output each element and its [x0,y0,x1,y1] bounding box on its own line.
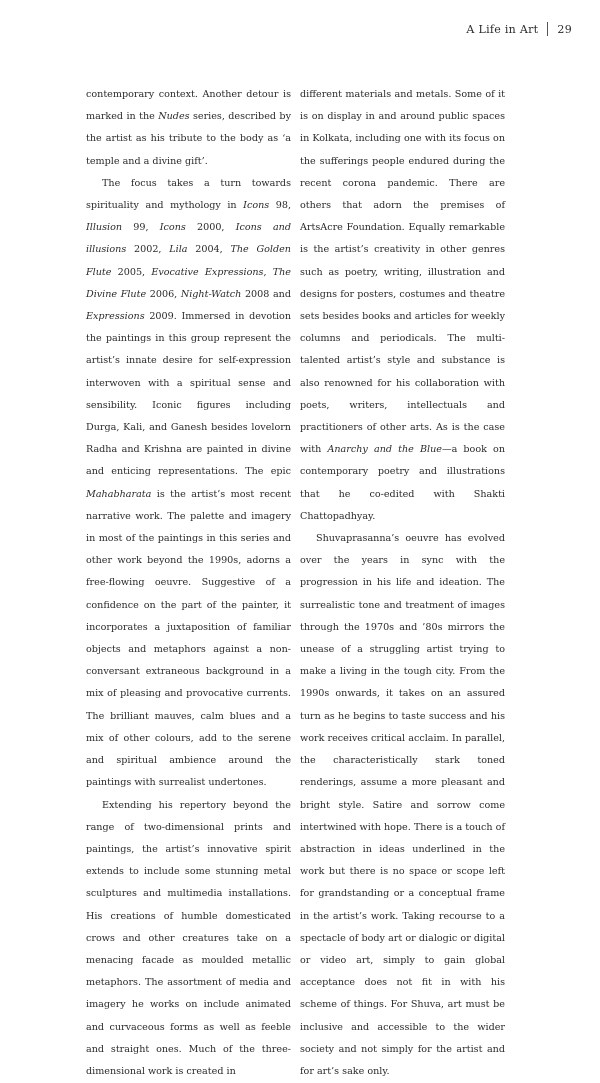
italic-title: Night-Watch [181,289,242,300]
text-run: Shuvaprasanna’s oeuvre has evolved over the years in sync with the progression in his life and ideation. The surrealistic tone and treatment of images through the 1970s and ’80s mirrors the unease of a struggling artist trying to make a living in the tough city. From the 1990s onwards, it takes on an assured turn as he begins to taste success and his work receives critical acclaim. In parallel, the characteristically stark toned renderings, assume a more pleasant and bright style. Satire and sorrow come intertwined with hope. There is a touch of abstraction in ideas underlined in the work but there is no space or scope left for grandstanding or a conceptual frame in the artist’s work. Taking recourse to a spectacle of body art or dialogic or digital or video art, simply to gain global acceptance does not fit in with his scheme of things. For Shuva, art must be inclusive and accessible to the wider society and not simply for the artist and for art’s sake only. [300,533,505,1077]
italic-title: Icons [243,200,269,211]
text-run: series, described by the artist as his tribute to the body as ‘a temple and a divine gift’. [86,111,291,166]
paragraph [86,84,291,173]
text-run: —a book on contemporary poetry and illustrations that he co-edited with Shakti Chattopadhyay. [300,444,505,522]
page-number: 29 [557,23,572,36]
text-run: is the artist’s most recent narrative work. The palette and imagery in most of the paintings in this series and other work beyond the 1990s, adorns a free-flowing oeuvre. Suggestive of a confidence on the part of the painter, it incorporates a juxtaposition of familiar objects and metaphors against a non-conversant extraneous background in a mix of pleasing and provocative currents. The brilliant mauves, calm blues and a mix of other colours, add to the serene and spiritual ambience around the paintings with surrealist undertones. [86,489,291,789]
running-title: A Life in Art [466,23,538,36]
italic-title: Icons and illusions [86,222,291,255]
italic-title: Nudes [158,111,189,122]
italic-title: Illusion [86,222,122,233]
italic-title: The Divine Flute [86,267,291,300]
italic-title: Evocative Expressions [151,267,263,278]
text-run: 2008 and [241,289,291,300]
italic-title: Anarchy and the Blue [327,444,442,455]
text-run: 98, [269,200,291,211]
text-run: The focus takes a turn towards spirituality and mythology in [86,178,291,211]
right-text-column [300,84,505,1083]
italic-title: The Golden Flute [86,244,291,277]
text-run: 2005, [111,267,151,278]
italic-title: Expressions [86,311,145,322]
text-run: Extending his repertory beyond the range of two-dimensional prints and paintings, the artist’s innovative spirit extends to include some stunning metal sculptures and multimedia installations. His creations of humble domesticated crows and other creatures take on a menacing facade as moulded metallic metaphors. The assortment of media and imagery he works on include animated and curvaceous forms as well as feeble and straight ones. Much of the three-dimensional work is created in [86,800,291,1077]
italic-title: Lila [169,244,187,255]
text-run: 2006, [146,289,181,300]
paragraph [300,84,505,528]
header-divider [547,22,548,36]
text-run: contemporary context. Another detour is marked in the [86,89,291,122]
text-run: 2009. Immersed in devotion the paintings in this group represent the artist’s innate desire for self-expression interwoven with a spiritual sense and sensibility. Iconic figures including Durga, Kali, and Ganesh besides lovelorn Radha and Krishna are painted in divine and enticing representations. The epic [86,311,291,477]
running-header [466,22,572,36]
paragraph [300,528,505,1083]
text-run: , [263,267,272,278]
left-text-column [86,84,291,1083]
italic-title: Icons [160,222,186,233]
text-run: 2004, [187,244,230,255]
text-run: 99, [122,222,160,233]
paragraph [86,795,291,1083]
text-run: different materials and metals. Some of it is on display in and around public spaces in Kolkata, including one with its focus on the sufferings people endured during the recent corona pandemic. There are others that adorn the premises of ArtsAcre Foundation. Equally remarkable is the artist’s creativity in other genres such as poetry, writing, illustration and designs for posters, costumes and theatre sets besides books and articles for weekly columns and periodicals. The multi-talented artist’s style and substance is also renowned for his collaboration with poets, writers, intellectuals and practitioners of other arts. As is the case with [300,89,505,455]
italic-title: Mahabharata [86,489,151,500]
text-run: 2000, [186,222,236,233]
paragraph [86,173,291,795]
text-run: 2002, [126,244,169,255]
